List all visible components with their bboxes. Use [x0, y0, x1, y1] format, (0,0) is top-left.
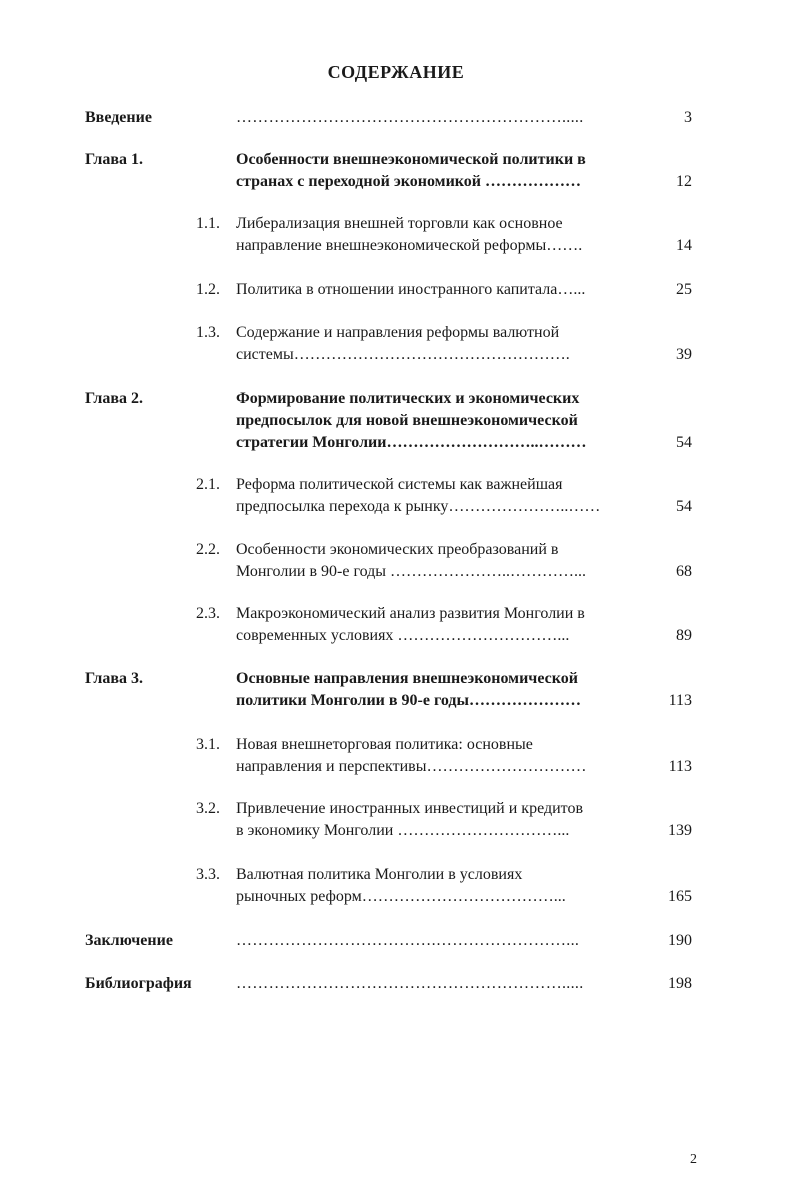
toc-title-line: Привлечение иностранных инвестиций и кредитов — [236, 800, 584, 817]
toc-title-line: Основные направления внешнеэкономической — [236, 670, 578, 687]
toc-title — [236, 603, 643, 647]
toc-title-line: политики Монголии в 90-е годы………………… — [236, 692, 581, 709]
toc-page-number: 39 — [676, 346, 692, 363]
toc-title-line: рыночных реформ………………………………... — [236, 888, 566, 905]
toc-label: Библиография — [85, 975, 192, 992]
toc-title — [236, 213, 643, 257]
toc-section-number: 1.3. — [196, 324, 220, 341]
toc-title-line: Новая внешнеторговая политика: основные — [236, 736, 533, 753]
toc-page-number: 68 — [676, 563, 692, 580]
toc-section-number: 2.1. — [196, 476, 220, 493]
toc-title-line: Либерализация внешней торговли как основное — [236, 215, 563, 232]
page-number: 2 — [690, 1152, 697, 1167]
toc-section-number: 1.2. — [196, 281, 220, 298]
toc-label: Глава 3. — [85, 670, 143, 687]
toc-title-line: стратегии Монголии………………………..……… — [236, 434, 587, 451]
toc-page-number: 113 — [668, 692, 692, 709]
toc-title-line: Особенности экономических преобразований в — [236, 541, 559, 558]
toc-page-number: 25 — [676, 281, 692, 298]
toc-title-line: в экономику Монголии …………………………... — [236, 822, 570, 839]
toc-section-number: 2.3. — [196, 605, 220, 622]
toc-title — [236, 668, 643, 712]
toc-title-line: системы……………………………………………. — [236, 346, 570, 363]
toc-section-number: 2.2. — [196, 541, 220, 558]
toc-title — [236, 734, 643, 778]
toc-page-number: 139 — [668, 822, 692, 839]
toc-title — [236, 474, 643, 518]
toc-title — [236, 539, 643, 583]
toc-title-line: Монголии в 90-е годы …………………..…………... — [236, 563, 587, 580]
toc-title-line: Политика в отношении иностранного капитала…... — [236, 281, 586, 298]
toc-page-number: 3 — [684, 109, 692, 126]
toc-section-number: 3.2. — [196, 800, 220, 817]
toc-page-number: 54 — [676, 498, 692, 515]
toc-label: Введение — [85, 109, 152, 126]
toc-page-number: 198 — [668, 975, 692, 992]
toc-page-number: 190 — [668, 932, 692, 949]
toc-page-number: 165 — [668, 888, 692, 905]
toc-title-line: Особенности внешнеэкономической политики в — [236, 151, 586, 168]
page-title: СОДЕРЖАНИЕ — [327, 62, 465, 82]
toc-title — [236, 798, 643, 842]
toc-title-line: Реформа политической системы как важнейшая — [236, 476, 563, 493]
toc-title-line: Макроэкономический анализ развития Монголии в — [236, 605, 585, 622]
toc-title-line: Формирование политических и экономических — [236, 390, 580, 407]
toc-label: Глава 1. — [85, 151, 143, 168]
toc-label: Заключение — [85, 932, 173, 949]
toc-page-number: 89 — [676, 627, 692, 644]
toc-title-line: направления и перспективы………………………… — [236, 758, 587, 775]
toc-title-line: современных условиях …………………………... — [236, 627, 570, 644]
toc-title-line: предпосылок для новой внешнеэкономической — [236, 412, 578, 429]
toc-title-line: Валютная политика Монголии в условиях — [236, 866, 523, 883]
toc-leader-dots: ……………………………………………………..... — [236, 975, 584, 992]
toc-title-line: Содержание и направления реформы валютной — [236, 324, 560, 341]
toc-page-number: 14 — [676, 237, 692, 254]
toc-title-line: предпосылка перехода к рынку…………………..…… — [236, 498, 601, 515]
toc-page-number: 113 — [668, 758, 692, 775]
toc-section-number: 3.3. — [196, 866, 220, 883]
toc-page-number: 54 — [676, 434, 692, 451]
toc-title-line: направление внешнеэкономической реформы……. — [236, 237, 583, 254]
toc-title-line: странах с переходной экономикой ……………… — [236, 173, 582, 190]
toc-leader-dots: ……………………………….……………………... — [236, 932, 580, 949]
toc-title — [236, 864, 643, 908]
toc-section-number: 3.1. — [196, 736, 220, 753]
toc-title — [236, 388, 643, 454]
toc-label: Глава 2. — [85, 390, 143, 407]
toc-title — [236, 322, 643, 366]
toc-leader-dots: ……………………………………………………..... — [236, 109, 584, 126]
toc-section-number: 1.1. — [196, 215, 220, 232]
toc-page-number: 12 — [676, 173, 692, 190]
toc-title — [236, 149, 643, 193]
toc-title — [236, 279, 643, 301]
